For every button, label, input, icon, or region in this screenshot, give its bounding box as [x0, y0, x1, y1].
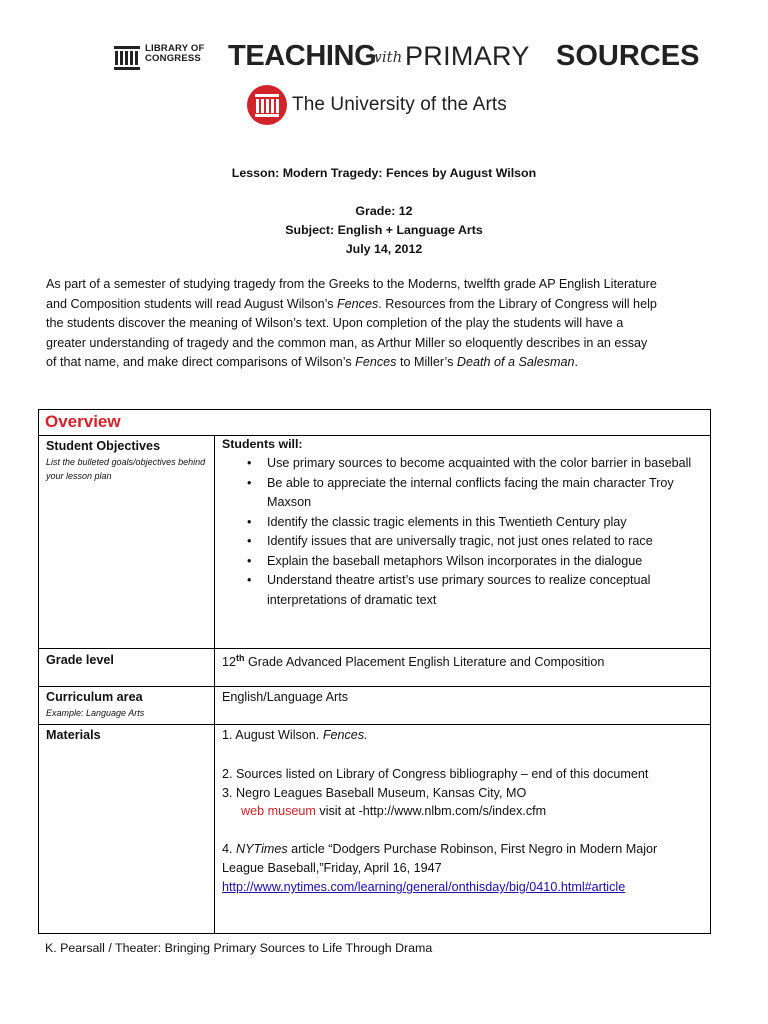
objectives-label: Student Objectives — [46, 439, 161, 453]
library-building-icon — [114, 46, 140, 70]
intro-line: the students discover the meaning of Wilson’s text. Upon completion of the play the students will have a — [46, 316, 624, 331]
objectives-intro: Students will: — [222, 437, 303, 451]
material-item: 1. August Wilson. Fences. — [222, 728, 368, 742]
objectives-list — [222, 454, 702, 610]
materials-row — [39, 724, 710, 935]
intro-line: As part of a semester of studying tragedy from the Greeks to the Moderns, twelfth grade AP English Literature — [46, 277, 657, 291]
intro-line: and Composition students will read August Wilson’s Fences. Resources from the Library of Congress will help — [46, 296, 657, 311]
list-item: • Understand theatre artist’s use primary sources to realize conceptual interpretations of dramatic text — [247, 573, 651, 607]
bullet-icon: • — [247, 573, 252, 587]
tps-primary: PRIMARY — [405, 41, 530, 71]
bullet-icon: • — [247, 534, 252, 548]
lesson-subject: Subject: English + Language Arts — [285, 223, 483, 237]
list-item: • Explain the baseball metaphors Wilson incorporates in the dialogue — [222, 552, 702, 572]
uarts-logo — [246, 84, 536, 128]
tps-teaching: TEACHING — [228, 40, 377, 72]
loc-name: LIBRARY OF CONGRESS — [145, 43, 205, 64]
lesson-date: July 14, 2012 — [345, 242, 423, 256]
lesson-title: Lesson: Modern Tragedy: Fences by August Wilson — [231, 166, 537, 180]
objectives-note: List the bulleted goals/objectives behind your lesson plan — [46, 457, 206, 481]
list-item: • Identify issues that are universally tragic, not just ones related to race — [222, 532, 702, 552]
bullet-icon: • — [247, 456, 252, 470]
list-item: • Be able to appreciate the internal conflicts facing the main character Troy Maxson — [247, 475, 674, 509]
tps-sources: SOURCES — [556, 40, 700, 72]
bullet-icon: • — [247, 475, 252, 490]
curriculum-row — [39, 686, 710, 725]
material-item: 3. Negro Leagues Baseball Museum, Kansas City, MO — [222, 786, 527, 800]
intro-line: greater understanding of tragedy and the common man, as Arthur Miller so eloquently describes in an essay — [46, 335, 648, 350]
bullet-icon: • — [247, 514, 252, 529]
material-item: 2. Sources listed on Library of Congress bibliography – end of this document — [222, 767, 649, 781]
nytimes-article-link[interactable]: http://www.nytimes.com/learning/general/onthisday/big/0410.html#article — [222, 880, 626, 894]
lesson-grade: Grade: 12 — [355, 204, 413, 218]
curriculum-value: English/Language Arts — [222, 690, 349, 704]
materials-label: Materials — [46, 728, 101, 742]
uarts-name: The University of the Arts — [292, 94, 507, 115]
grade-level-value: 12th Grade Advanced Placement English Literature and Composition — [222, 653, 605, 670]
tps-header-logo — [112, 40, 700, 76]
grade-level-row — [39, 648, 710, 685]
web-museum-link[interactable]: web museum — [241, 804, 316, 818]
intro-paragraph — [46, 275, 736, 373]
list-item: • Use primary sources to become acquainted with the color barrier in baseball — [222, 454, 702, 474]
curriculum-note: Example: Language Arts — [46, 708, 145, 718]
intro-line: of that name, and make direct comparisons of Wilson’s Fences to Miller’s Death of a Salesman. — [46, 355, 579, 370]
grade-level-label: Grade level — [46, 653, 114, 667]
uarts-emblem-icon — [246, 84, 288, 126]
material-item — [222, 878, 625, 898]
overview-heading: Overview — [45, 412, 121, 431]
overview-table — [38, 409, 711, 934]
material-item: 4. NYTimes article “Dodgers Purchase Robinson, First Negro in Modern Major — [222, 842, 658, 856]
tps-with: with — [369, 48, 403, 66]
material-item: League Baseball,”Friday, April 16, 1947 — [222, 861, 442, 875]
bullet-icon: • — [247, 553, 252, 568]
list-item: • Identify the classic tragic elements in this Twentieth Century play — [222, 513, 702, 533]
material-item: web museum visit at -http://www.nlbm.com/s/index.cfm — [241, 804, 547, 818]
page-footer: K. Pearsall / Theater: Bringing Primary Sources to Life Through Drama — [45, 941, 433, 955]
curriculum-label: Curriculum area — [46, 690, 143, 704]
